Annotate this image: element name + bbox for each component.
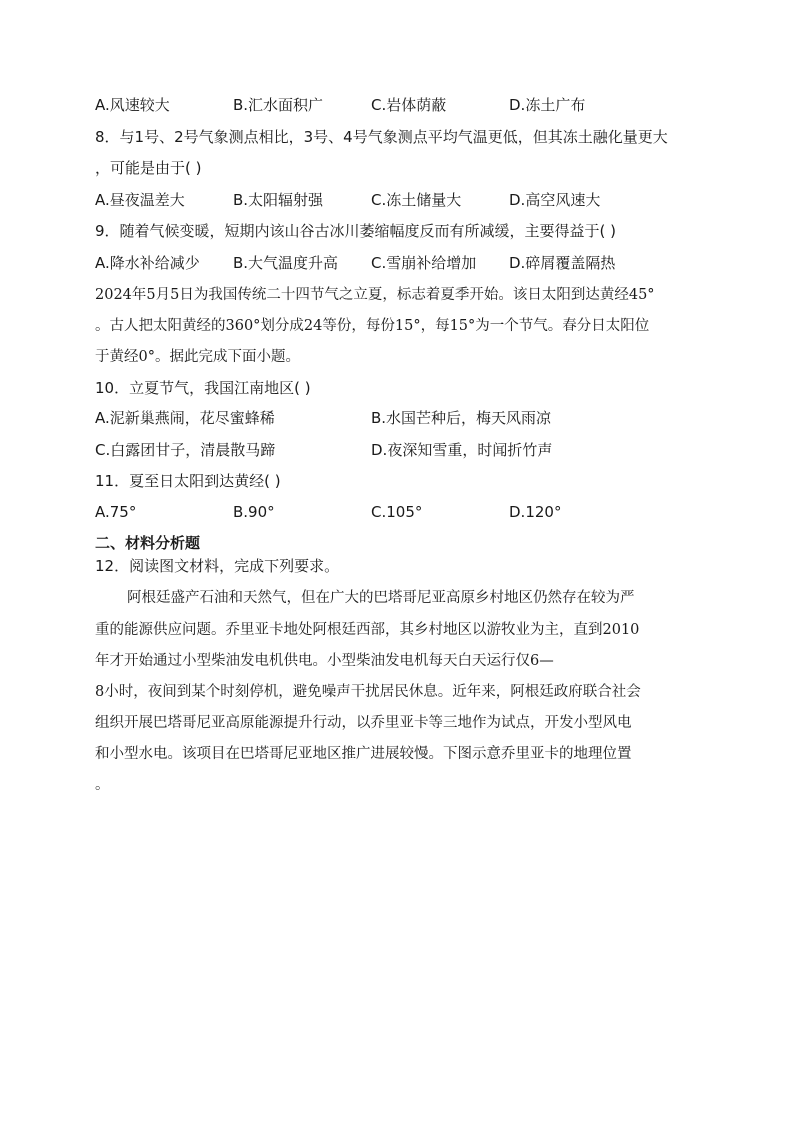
q11-option-d: D.120°: [509, 503, 562, 521]
q9-option-a: A.降水补给减少: [95, 254, 200, 272]
q8-stem-line2: ，可能是由于( ): [95, 159, 202, 177]
q9-option-c: C.雪崩补给增加: [371, 254, 477, 272]
q12-stem: 12．阅读图文材料，完成下列要求。: [95, 557, 340, 575]
q12-line7: 。: [95, 777, 110, 793]
q8-option-a: A.昼夜温差大: [95, 191, 185, 209]
q11-stem: 11．夏至日太阳到达黄经( ): [95, 472, 281, 490]
q9-option-d: D.碎屑覆盖隔热: [509, 254, 616, 272]
q8-option-c: C.冻土储量大: [371, 191, 462, 209]
material1-line3: 于黄经0°。据此完成下面小题。: [95, 349, 300, 365]
q10-option-d: D.夜深知雪重，时闻折竹声: [371, 441, 553, 459]
q12-line1: 阿根廷盛产石油和天然气，但在广大的巴塔哥尼亚高原乡村地区仍然存在较为严: [127, 590, 635, 606]
q11-option-a: A.75°: [95, 503, 137, 521]
q10-stem: 10．立夏节气，我国江南地区( ): [95, 379, 311, 397]
material1-line1: 2024年5月5日为我国传统二十四节气之立夏，标志着夏季开始。该日太阳到达黄经45°: [95, 287, 655, 303]
q10-option-c: C.白露团甘子，清晨散马蹄: [95, 441, 276, 459]
material1-line2: 。古人把太阳黄经的360°划分成24等份，每份15°，每15°为一个节气。春分日太阳位: [95, 318, 650, 334]
q7-option-b: B.汇水面积广: [233, 96, 324, 114]
q8-option-d: D.高空风速大: [509, 191, 601, 209]
q12-line3: 年才开始通过小型柴油发电机供电。小型柴油发电机每天白天运行仅6—: [95, 653, 554, 669]
q12-line4: 8小时，夜间到某个时刻停机，避免噪声干扰居民休息。近年来，阿根廷政府联合社会: [95, 684, 641, 700]
q11-option-c: C.105°: [371, 503, 423, 521]
q12-line6: 和小型水电。该项目在巴塔哥尼亚地区推广进展较慢。下图示意乔里亚卡的地理位置: [95, 746, 632, 762]
q9-option-b: B.大气温度升高: [233, 254, 339, 272]
q12-line2: 重的能源供应问题。乔里亚卡地处阿根廷西部，其乡村地区以游牧业为主，直到2010: [95, 622, 640, 638]
q9-stem: 9．随着气候变暖，短期内该山谷古冰川萎缩幅度反而有所减缓，主要得益于( ): [95, 222, 617, 240]
q12-line5: 组织开展巴塔哥尼亚高原能源提升行动，以乔里亚卡等三地作为试点，开发小型风电: [95, 715, 632, 731]
q10-option-a: A.泥新巢燕闹，花尽蜜蜂稀: [95, 409, 275, 427]
q10-option-b: B.水国芒种后，梅天风雨凉: [371, 409, 552, 427]
q11-option-b: B.90°: [233, 503, 275, 521]
q7-option-d: D.冻土广布: [509, 96, 586, 114]
q8-option-b: B.太阳辐射强: [233, 191, 324, 209]
q8-stem-line1: 8．与1号、2号气象测点相比，3号、4号气象测点平均气温更低，但其冻土融化量更大: [95, 128, 668, 146]
q7-option-a: A.风速较大: [95, 96, 170, 114]
q7-option-c: C.岩体荫蔽: [371, 96, 447, 114]
section2-heading: 二、材料分析题: [95, 534, 201, 552]
